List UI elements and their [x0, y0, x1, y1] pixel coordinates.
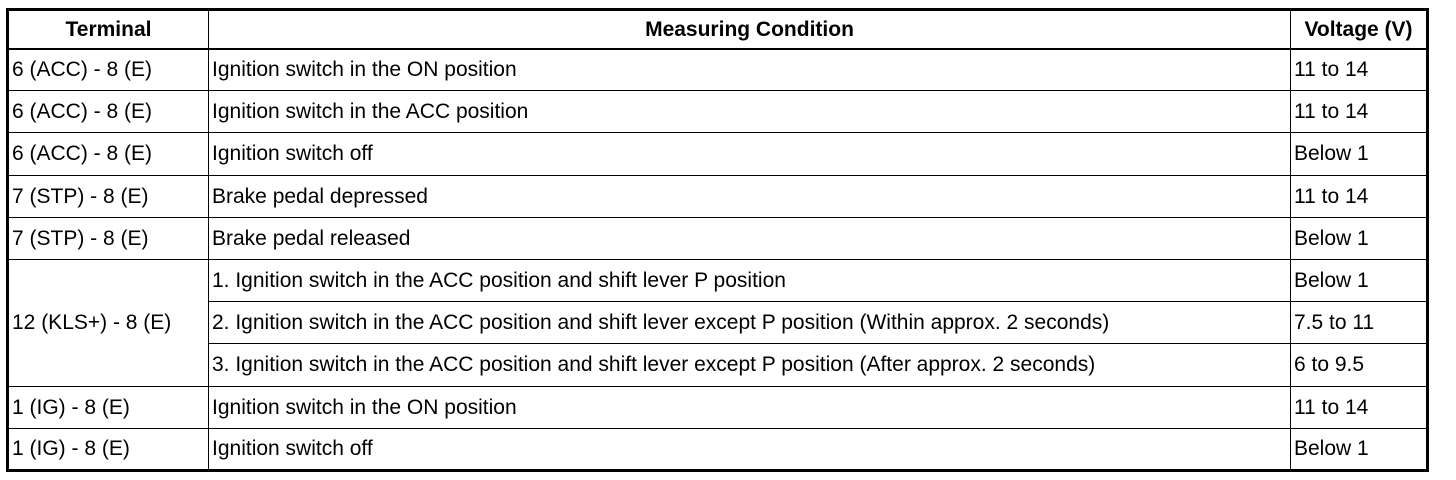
voltage-cell: Below 1: [1291, 259, 1428, 301]
table-row: [8, 386, 1428, 428]
condition-cell: Ignition switch in the ON position: [209, 386, 1291, 428]
voltage-cell: 7.5 to 11: [1291, 302, 1428, 344]
condition-cell: 3. Ignition switch in the ACC position and shift lever except P position (After approx. 2 seconds): [209, 344, 1291, 386]
voltage-cell: Below 1: [1291, 133, 1428, 175]
voltage-cell: 11 to 14: [1291, 386, 1428, 428]
table-row: [8, 344, 1428, 386]
table-header: [8, 10, 1428, 49]
condition-cell: Ignition switch in the ON position: [209, 49, 1291, 91]
condition-cell: Brake pedal released: [209, 217, 1291, 259]
condition-cell: Ignition switch off: [209, 133, 1291, 175]
terminal-cell: 1 (IG) - 8 (E): [8, 428, 209, 470]
condition-cell: 2. Ignition switch in the ACC position and shift lever except P position (Within approx. 2 seconds): [209, 302, 1291, 344]
terminal-cell: 1 (IG) - 8 (E): [8, 386, 209, 428]
header-row: [8, 10, 1428, 49]
voltage-cell: 11 to 14: [1291, 91, 1428, 133]
voltage-cell: Below 1: [1291, 428, 1428, 470]
table-row: [8, 259, 1428, 301]
terminal-voltage-table-wrapper: [6, 8, 1429, 472]
terminal-cell: 6 (ACC) - 8 (E): [8, 91, 209, 133]
table-row: [8, 175, 1428, 217]
condition-cell: 1. Ignition switch in the ACC position and shift lever P position: [209, 259, 1291, 301]
terminal-cell: 6 (ACC) - 8 (E): [8, 133, 209, 175]
voltage-cell: Below 1: [1291, 217, 1428, 259]
table-row: [8, 428, 1428, 470]
voltage-cell: 6 to 9.5: [1291, 344, 1428, 386]
table-row: [8, 302, 1428, 344]
voltage-cell: 11 to 14: [1291, 49, 1428, 91]
condition-cell: Ignition switch off: [209, 428, 1291, 470]
header-measuring-condition: Measuring Condition: [209, 10, 1291, 49]
header-voltage: Voltage (V): [1291, 10, 1428, 49]
voltage-cell: 11 to 14: [1291, 175, 1428, 217]
terminal-voltage-table: [6, 8, 1429, 472]
table-row: [8, 133, 1428, 175]
terminal-cell: 6 (ACC) - 8 (E): [8, 49, 209, 91]
table-row: [8, 217, 1428, 259]
table-row: [8, 91, 1428, 133]
table-body: [8, 49, 1428, 471]
terminal-cell-merged: 12 (KLS+) - 8 (E): [8, 259, 209, 386]
condition-cell: Ignition switch in the ACC position: [209, 91, 1291, 133]
table-row: [8, 49, 1428, 91]
header-terminal: Terminal: [8, 10, 209, 49]
condition-cell: Brake pedal depressed: [209, 175, 1291, 217]
terminal-cell: 7 (STP) - 8 (E): [8, 175, 209, 217]
terminal-cell: 7 (STP) - 8 (E): [8, 217, 209, 259]
